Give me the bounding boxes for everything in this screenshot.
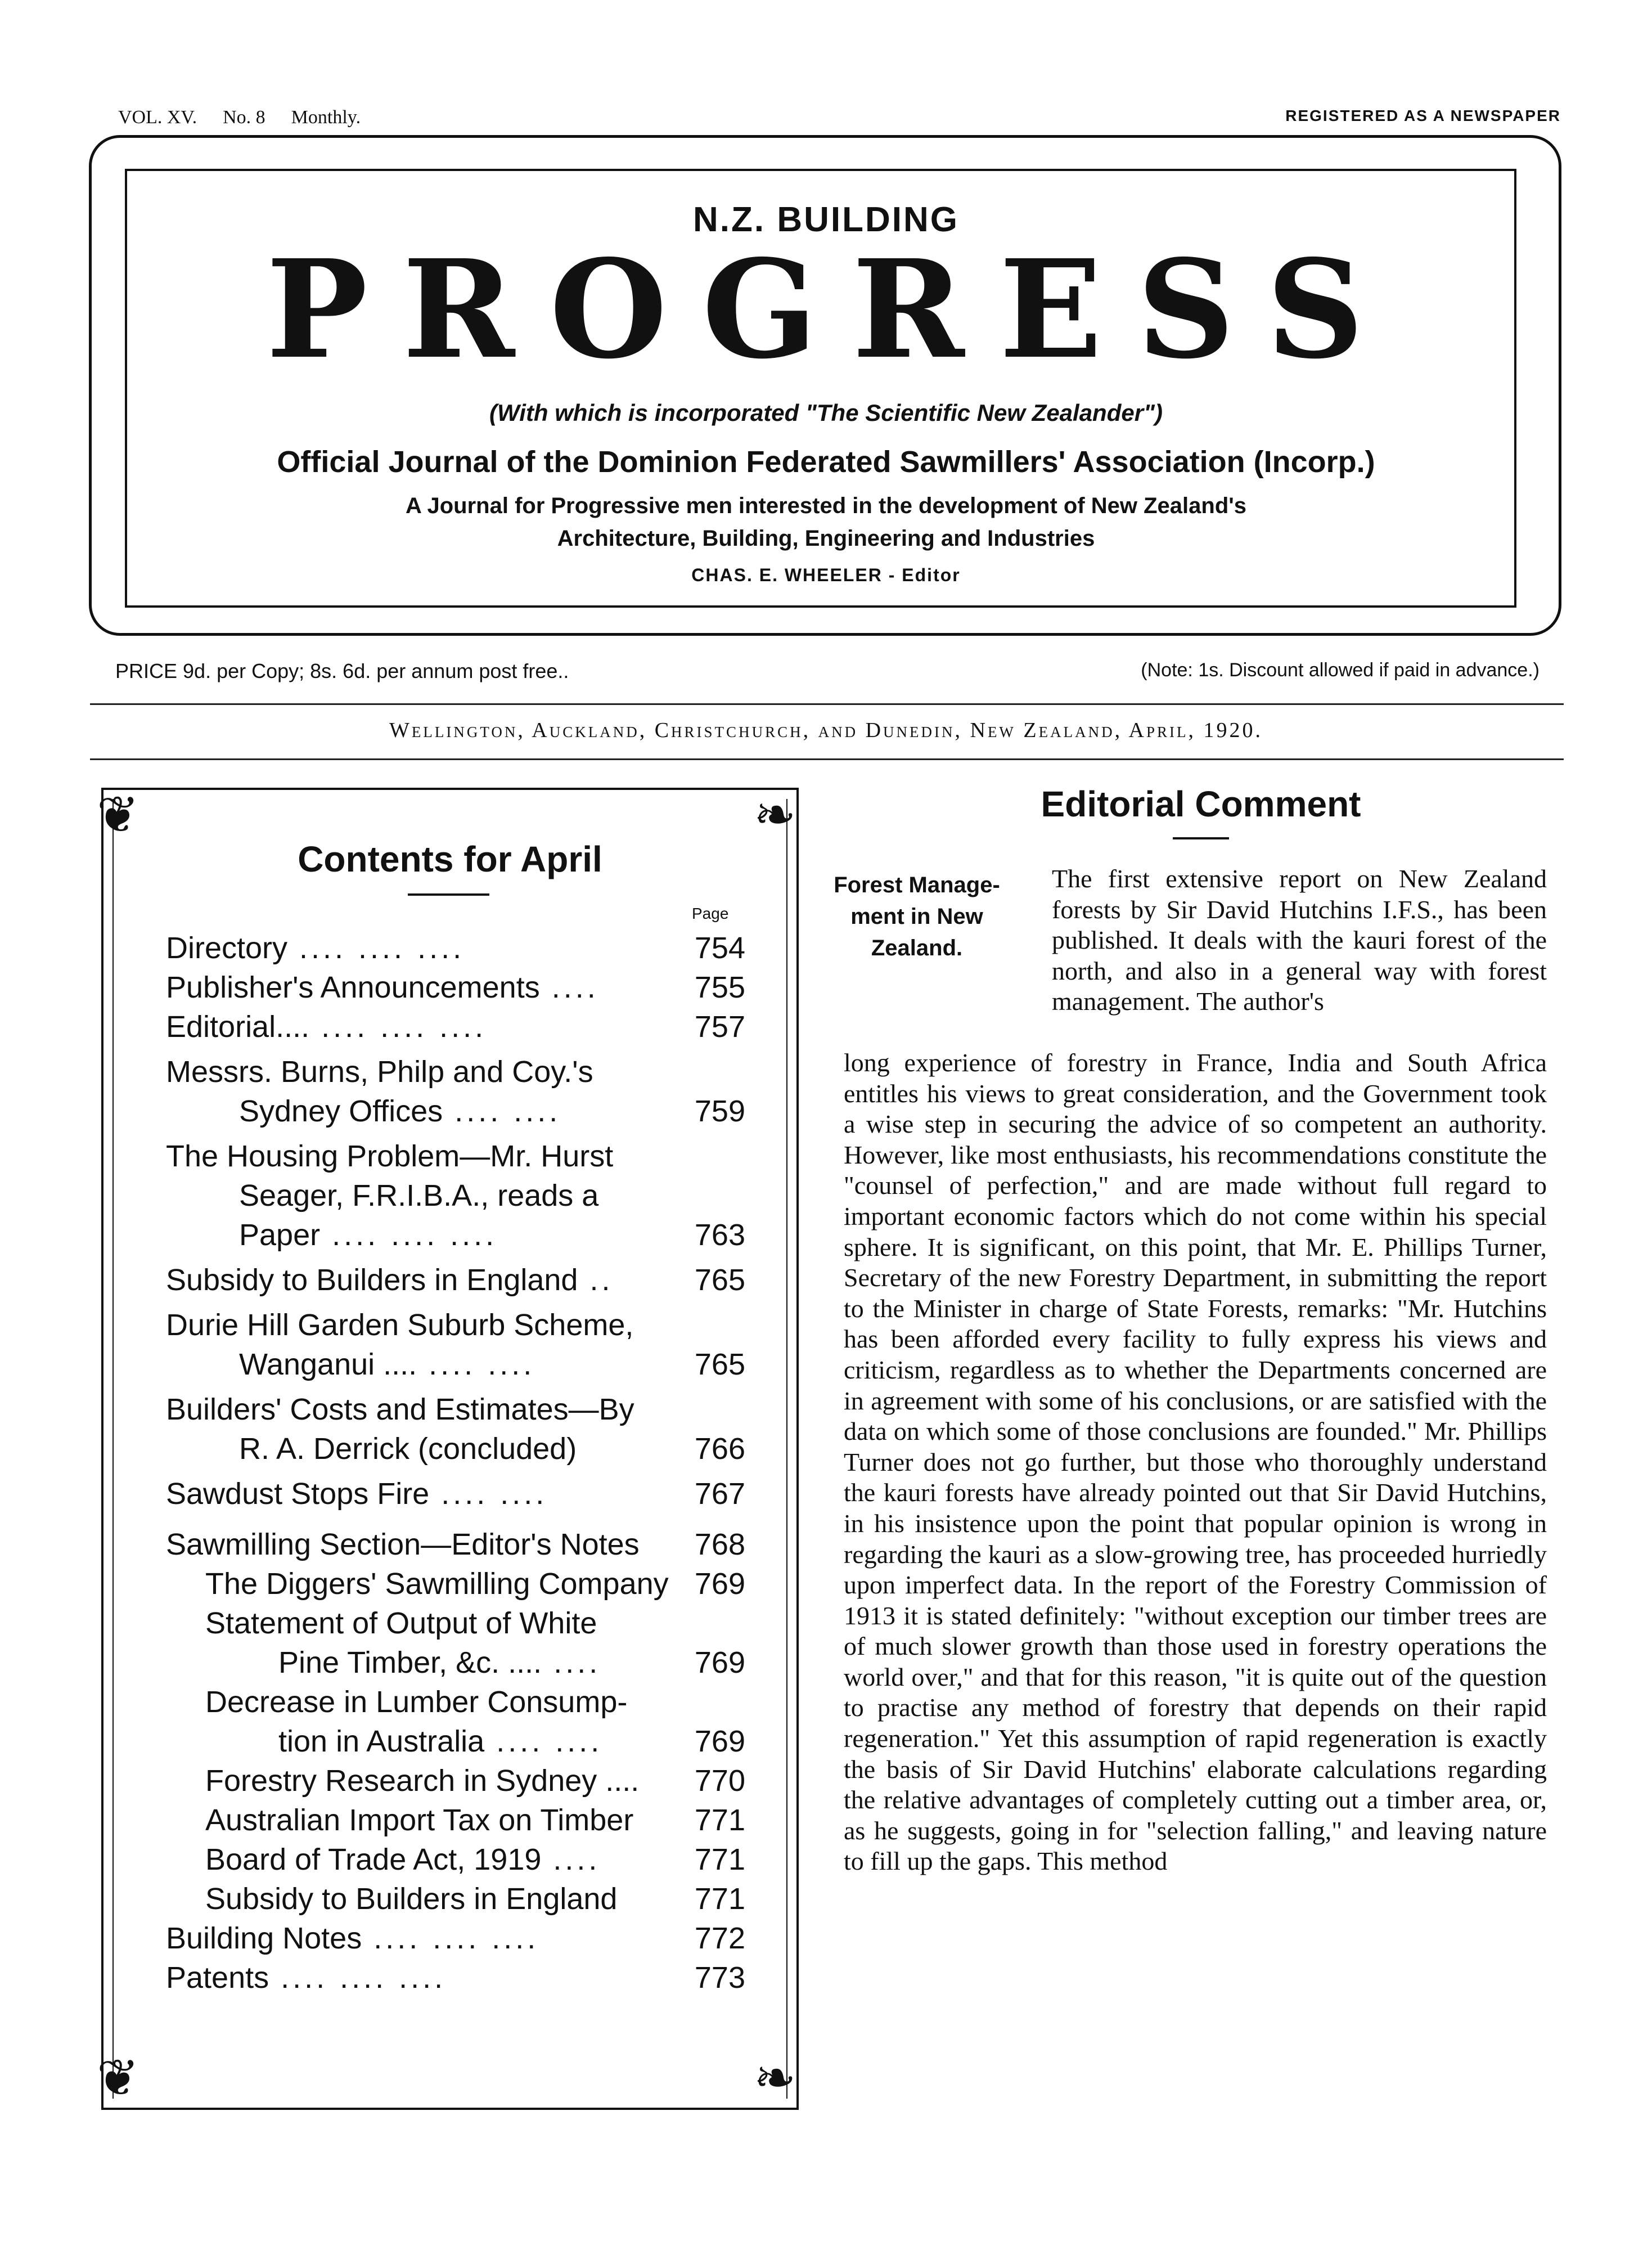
masthead-description — [0, 489, 1652, 555]
contents-title-underline — [408, 893, 489, 896]
contents-item-leader: .... .... .... — [309, 1010, 487, 1044]
contents-item — [166, 1800, 745, 1840]
contents-item — [166, 1958, 745, 1997]
contents-item-page: 759 — [694, 1094, 745, 1128]
contents-item-label: Building Notes .... .... .... — [166, 1921, 539, 1955]
contents-item — [166, 1604, 745, 1682]
contents-item-label: Australian Import Tax on Timber — [205, 1803, 634, 1837]
contents-item — [166, 1052, 745, 1131]
contents-item-label: Statement of Output of White — [205, 1606, 597, 1640]
contents-item-label: Messrs. Burns, Philp and Coy.'s — [166, 1055, 593, 1089]
contents-item — [166, 1919, 745, 1958]
issue-number: No. 8 — [223, 107, 265, 128]
contents-item-label: Wanganui .... .... .... — [239, 1348, 535, 1381]
contents-item-leader: .... .... — [443, 1094, 561, 1128]
contents-item-leader: .... .... — [484, 1724, 603, 1758]
volume: VOL. XV. — [118, 107, 197, 128]
contents-item-page: 765 — [694, 1263, 745, 1297]
contents-item-leader: .... — [541, 1843, 601, 1876]
page-column-header: Page — [692, 905, 729, 922]
rule-bottom — [90, 758, 1564, 760]
contents-item — [166, 1761, 745, 1800]
contents-item — [166, 1564, 745, 1604]
editorial-side-heading: Forest Manage- ment in New Zealand. — [834, 873, 1000, 960]
contents-item-leader: .. — [578, 1263, 614, 1297]
rule-top — [90, 703, 1564, 705]
contents-item-page: 769 — [694, 1646, 745, 1679]
contents-item-page: 772 — [694, 1921, 745, 1955]
editorial-body-text: long experience of forestry in France, India and South Africa entitles his views to great consideration, and the Government took a wise step in securing the advice of so competent an authority. However, like most enthusiasts, his recommendations constitute the "counsel of perfection," and are made without full regard to important economic factors which do not come within his special sphere. It is significant, on this point, that Mr. E. Phillips Turner, Secretary of the new Forestry Department, in submitting the report to the Minister in charge of State Forests, remarks: "Mr. Hutchins has been afforded every facility to fully express his views and criticism, regardless as to whether the Departments concerned are in agreement with some of his conclusions, or are satisfied with the data on which some of those conclusions are founded." Mr. Phillips Turner does not go further, but those who thoroughly understand the kauri forests have already pointed out that Sir David Hutchins, in his insistence upon the point that popular opinion is wrong in regarding the kauri as a slow-growing tree, has proceeded hurriedly upon imperfect data. In the report of the Forestry Commission of 1913 it is stated definitely: "without exception our timber trees are of much slower growth than those used in forestry operations the world over," and that for this reason, "it is quite out of the question to practise any method of forestry that depends on their rapid regeneration." Yet this assumption of rapid regeneration is exactly the basis of Sir David Hutchins' elaborate calculations regarding the relative advantages of completely cutting out a timber area, or, as he suggests, going in for "selection falling," and leaving nature to fill up the gaps. This method — [844, 1048, 1547, 1876]
contents-item-label: Sawdust Stops Fire .... .... — [166, 1477, 548, 1511]
contents-item — [166, 1260, 745, 1300]
scroll-ornament-icon: ❧ — [754, 788, 796, 843]
contents-item-page: 765 — [694, 1348, 745, 1381]
editorial-title: Editorial Comment — [1041, 784, 1361, 824]
contents-item-page: 771 — [694, 1843, 745, 1876]
contents-item-label: Forestry Research in Sydney .... — [205, 1764, 640, 1798]
contents-item-label: Seager, F.R.I.B.A., reads a — [239, 1179, 599, 1212]
contents-item — [166, 1840, 745, 1879]
contents-item-page: 755 — [694, 971, 745, 1004]
contents-item-leader: .... .... — [429, 1477, 548, 1511]
contents-item-label: The Diggers' Sawmilling Company — [205, 1567, 669, 1601]
contents-item — [166, 1390, 745, 1468]
contents-item-page: 769 — [694, 1567, 745, 1601]
contents-item-page: 757 — [694, 1010, 745, 1044]
editorial-title-underline — [1173, 837, 1229, 839]
contents-item-label: Pine Timber, &c. .... .... — [278, 1646, 601, 1679]
contents-item — [166, 968, 745, 1007]
contents-item-page: 769 — [694, 1724, 745, 1758]
contents-item — [166, 1474, 745, 1514]
contents-item-label: Paper .... .... .... — [239, 1218, 498, 1252]
contents-item-leader: .... .... .... — [269, 1961, 447, 1995]
contents-item-label: Publisher's Announcements .... — [166, 971, 599, 1004]
contents-item — [166, 1682, 745, 1761]
contents-item-label: Editorial.... .... .... .... — [166, 1010, 487, 1044]
contents-item-label: Patents .... .... .... — [166, 1961, 447, 1995]
contents-list — [166, 928, 745, 1997]
contents-item-page: 767 — [694, 1477, 745, 1511]
contents-item — [166, 1305, 745, 1384]
contents-item-label: Decrease in Lumber Consump- — [205, 1685, 628, 1719]
contents-item-label: Subsidy to Builders in England — [205, 1882, 618, 1916]
price-info: PRICE 9d. per Copy; 8s. 6d. per annum post free.. — [115, 659, 569, 682]
contents-title: Contents for April — [298, 839, 602, 879]
scroll-ornament-icon: ❧ — [754, 2051, 796, 2107]
contents-item-leader: .... .... .... — [320, 1218, 498, 1252]
masthead-incorporated: (With which is incorporated "The Scientific New Zealander") — [489, 399, 1163, 426]
discount-note: (Note: 1s. Discount allowed if paid in advance.) — [1141, 659, 1540, 681]
contents-item-leader: .... .... .... — [362, 1921, 539, 1955]
masthead-editor: CHAS. E. WHEELER - Editor — [691, 565, 961, 585]
contents-item-label: The Housing Problem—Mr. Hurst — [166, 1139, 614, 1173]
dateline: Wellington, Auckland, Christchurch, and Dunedin, New Zealand, April, 1920. — [389, 718, 1263, 742]
contents-item-page: 771 — [694, 1803, 745, 1837]
contents-item-leader: .... — [539, 971, 599, 1004]
masthead-description-line1: A Journal for Progressive men interested in the development of New Zealand's — [405, 493, 1247, 518]
contents-item-leader: .... — [542, 1646, 601, 1679]
contents-item — [166, 928, 745, 968]
contents-item-page: 754 — [694, 931, 745, 965]
contents-item-label: R. A. Derrick (concluded) — [239, 1432, 577, 1466]
contents-item-page: 773 — [694, 1961, 745, 1995]
masthead-title: PROGRESS — [266, 230, 1399, 389]
contents-item-label: Durie Hill Garden Suburb Scheme, — [166, 1308, 634, 1342]
contents-item-page: 768 — [694, 1528, 745, 1561]
contents-item-page: 766 — [694, 1432, 745, 1466]
contents-item-page: 770 — [694, 1764, 745, 1798]
masthead-subtitle: N.Z. BUILDING — [693, 200, 959, 239]
contents-item — [166, 1879, 745, 1919]
masthead-official: Official Journal of the Dominion Federated Sawmillers' Association (Incorp.) — [277, 445, 1375, 479]
contents-item-label: Subsidy to Builders in England .. — [166, 1263, 614, 1297]
contents-item — [166, 1137, 745, 1255]
contents-item-label: Sydney Offices .... .... — [239, 1094, 561, 1128]
contents-item-label: tion in Australia .... .... — [278, 1724, 603, 1758]
contents-item-label: Directory .... .... .... — [166, 931, 465, 965]
scroll-ornament-icon: ❦ — [97, 788, 139, 843]
contents-item-leader: .... .... .... — [287, 931, 465, 965]
contents-item-label: Builders' Costs and Estimates—By — [166, 1393, 634, 1426]
masthead-description-line2: Architecture, Building, Engineering and Industries — [557, 526, 1095, 551]
frequency: Monthly. — [291, 107, 361, 128]
contents-item-page: 763 — [694, 1218, 745, 1252]
contents-item — [166, 1007, 745, 1047]
contents-item-leader: .... .... — [417, 1348, 535, 1381]
contents-item-label: Sawmilling Section—Editor's Notes — [166, 1528, 640, 1561]
contents-item — [166, 1525, 745, 1564]
editorial-lead-paragraph: The first extensive report on New Zealand forests by Sir David Hutchins I.F.S., has been published. It deals with the kauri forest of the north, and also in a general way with forest management. The author's — [1052, 864, 1547, 1016]
issue-info — [118, 107, 386, 128]
registered-notice: REGISTERED AS A NEWSPAPER — [1285, 107, 1561, 124]
contents-item-page: 771 — [694, 1882, 745, 1916]
scroll-ornament-icon: ❦ — [97, 2051, 139, 2107]
editorial-body — [844, 1048, 1547, 1877]
contents-item-label: Board of Trade Act, 1919 .... — [205, 1843, 601, 1876]
